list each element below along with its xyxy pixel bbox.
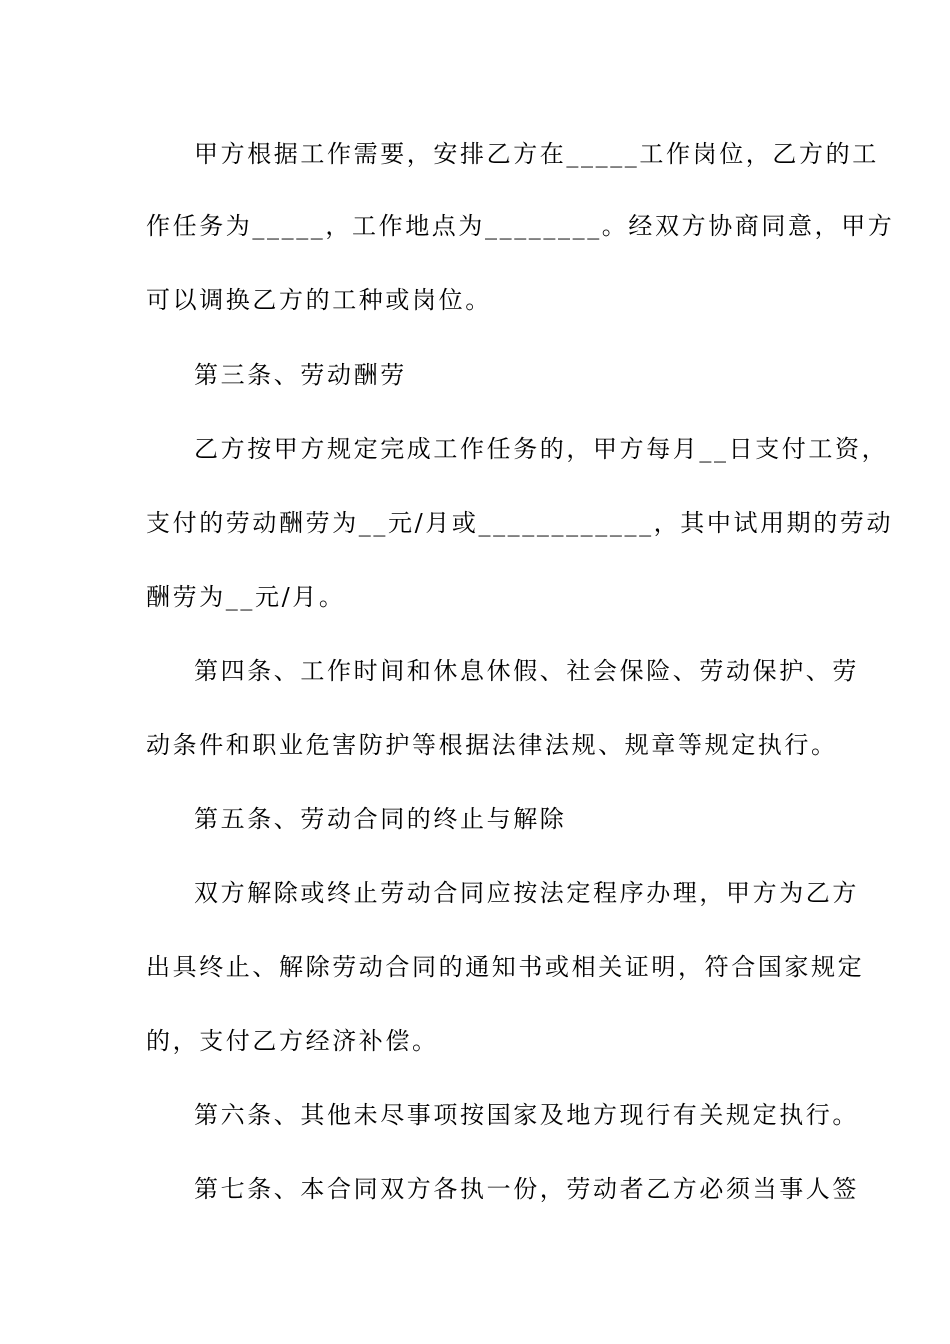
- paragraph-line: 第四条、工作时间和休息休假、社会保险、劳动保护、劳: [194, 657, 859, 685]
- paragraph-line: 支付的劳动酬劳为__元/月或____________，其中试用期的劳动: [146, 509, 894, 537]
- paragraph-line: 乙方按甲方规定完成工作任务的，甲方每月__日支付工资，: [194, 435, 889, 463]
- section-heading: 第三条、劳动酬劳: [194, 361, 407, 389]
- paragraph-line: 可以调换乙方的工种或岗位。: [146, 286, 492, 314]
- paragraph-line: 出具终止、解除劳动合同的通知书或相关证明，符合国家规定: [146, 953, 865, 981]
- paragraph-line: 第六条、其他未尽事项按国家及地方现行有关规定执行。: [194, 1101, 859, 1129]
- paragraph-line: 甲方根据工作需要，安排乙方在_____工作岗位，乙方的工: [194, 140, 879, 168]
- paragraph-line: 酬劳为__元/月。: [146, 583, 346, 611]
- section-heading: 第五条、劳动合同的终止与解除: [194, 805, 567, 833]
- paragraph-line: 第七条、本合同双方各执一份，劳动者乙方必须当事人签: [194, 1175, 859, 1203]
- paragraph-line: 作任务为_____，工作地点为________。经双方协商同意，甲方: [146, 212, 895, 240]
- paragraph-line: 双方解除或终止劳动合同应按法定程序办理，甲方为乙方: [194, 879, 859, 907]
- paragraph-line: 动条件和职业危害防护等根据法律法规、规章等规定执行。: [146, 731, 838, 759]
- paragraph-line: 的，支付乙方经济补偿。: [146, 1027, 439, 1055]
